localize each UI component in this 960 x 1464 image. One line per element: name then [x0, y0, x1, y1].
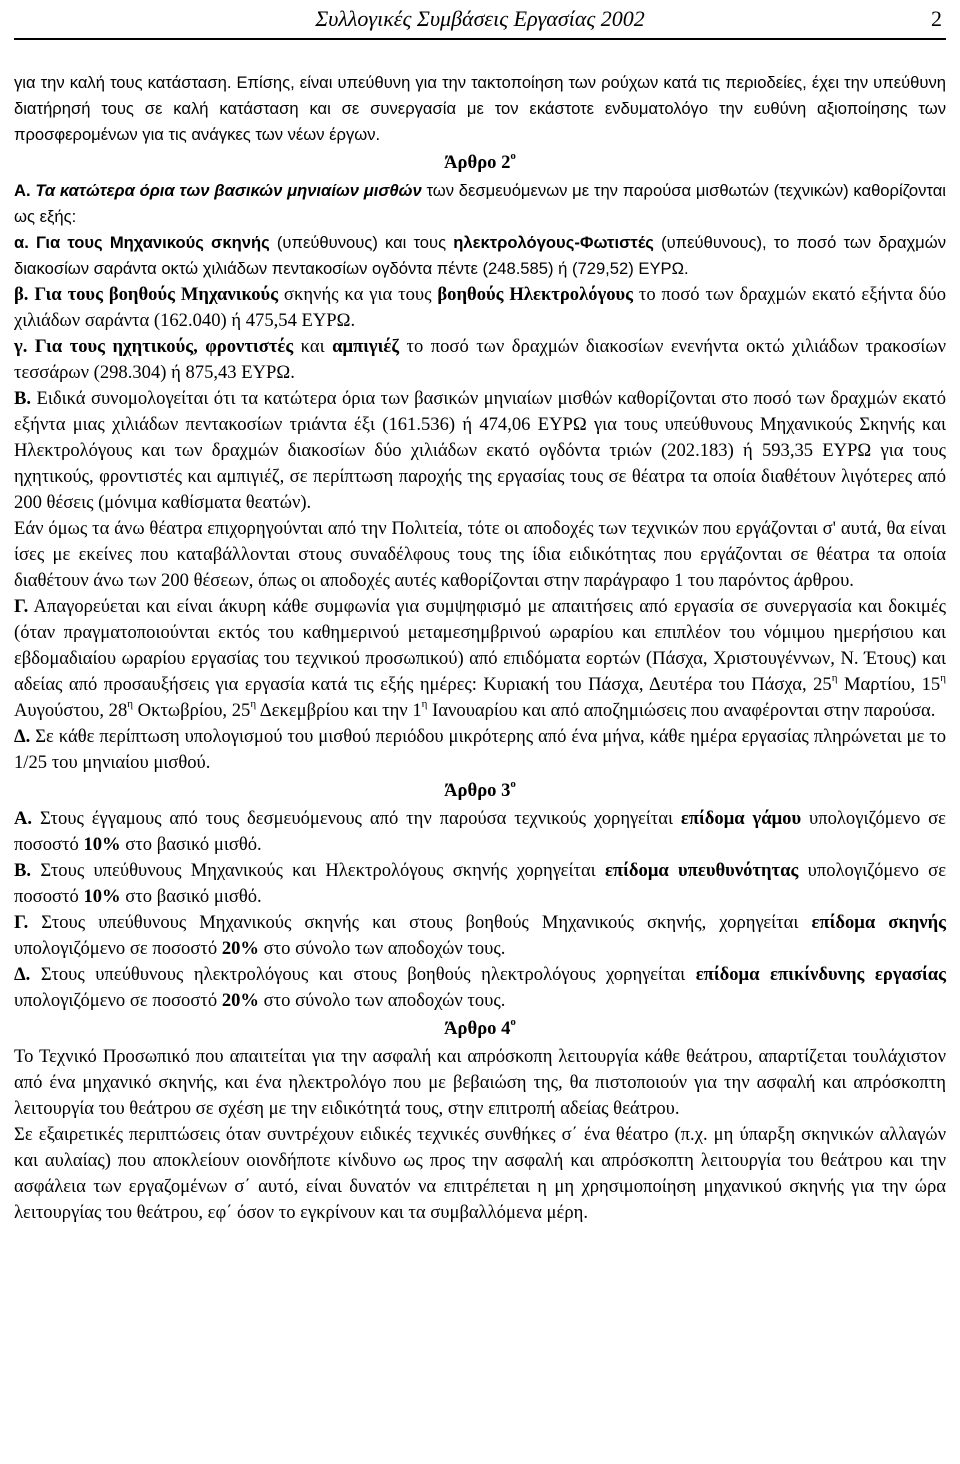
document-body: [14, 70, 946, 1226]
article-2-item-beta: β. Για τους βοηθούς Μηχανικούς σκηνής κα για τους βοηθούς Ηλεκτρολόγους το ποσό των δραχμών εκατό εξήντα δύο χιλιάδων σαράντα (162.040) ή 475,54 ΕΥΡΩ.: [14, 284, 946, 331]
article-2-section-b: Β. Ειδικά συνομολογείται ότι τα κατώτερα όρια των βασικών μηνιαίων μισθών καθορίζονται στο ποσό των δραχμών εκατό εξήντα μιας χιλιάδων πεντακοσίων τριάντα έξι (161.536) ή 474,06 ΕΥΡΩ για τους υπεύθυνους Μηχανικούς Σκηνής και Ηλεκτρολόγους και των δραχμών διακοσίων δύο χιλιάδων εκατό ογδόντα τριών (202.183) ή 593,35 ΕΥΡΩ για τους ηχητικούς, φροντιστές και αμπιγιέζ, σε περίπτωση παροχής της εργασίας τους σε θέατρα τα οποία διαθέτουν λιγότερες από 200 θέσεις (μόνιμα καθίσματα θεατών).: [14, 388, 946, 513]
article-4-heading: Άρθρο $4^o$: [444, 1015, 516, 1039]
article-3-section-d: Δ. Στους υπεύθυνους ηλεκτρολόγους και στους βοηθούς ηλεκτρολόγους χορηγείται επίδομα επικίνδυνης εργασίας υπολογιζόμενο σε ποσοστό 20% στο σύνολο των αποδοχών τους.: [14, 964, 946, 1011]
intro-paragraph: για την καλή τους κατάσταση. Επίσης, είναι υπεύθυνη για την τακτοποίηση των ρούχων κατά τις περιοδείες, έχει την υπεύθυνη διατήρησή τους σε καλή κατάσταση και σε συνεργασία με τον εκάστοτε ενδυματολόγο την ευθύνη αξιοποίησης των προσφερομένων για τις ανάγκες των νέων έργων.: [14, 73, 946, 144]
article-3-heading: Άρθρο $3^o$: [444, 777, 516, 801]
article-2-section-g: Γ. Απαγορεύεται και είναι άκυρη κάθε συμφωνία για συμψηφισμό με απαιτήσεις από εργασία σε συνεργασία και δοκιμές (όταν πραγματοποιούνται εκτός του καθημερινού μεταμεσημβρινού ωραρίου και επιπλέον του νόμιμου ημερήσιου και εβδομαδιαίου ωραρίου εργασίας του τεχνικού προσωπικού) από επιδόματα εορτών (Πάσχα, Χριστουγέννων, Ν. Έτους) και αδείας από προσαυξήσεις για εργασία κατά τις εξής ημέρες: Κυριακή του Πάσχα, Δευτέρα του Πάσχα, $25^\eta$ Μαρτίου, $15^\eta$ Αυγούστου, $28^\eta$ Οκτωβρίου, $25^\eta$ Δεκεμβρίου και την $1^\eta$ Ιανουαρίου και από αποζημιώσεις που αναφέρονται στην παρούσα.: [14, 596, 946, 721]
article-4-paragraph-1: Το Τεχνικό Προσωπικό που απαιτείται για την ασφαλή και απρόσκοπη λειτουργία κάθε θεάτρου, απαρτίζεται τουλάχιστον από ένα μηχανικό σκηνής, και ένα ηλεκτρολόγο που με βεβαιώση της, θα πιστοποιούν για την ασφαλή και απρόσκοπτη λειτουργία του θεάτρου σε σχέση με την ειδικότητά τους, στην επιτροπή αδείας θεάτρου.: [14, 1046, 946, 1119]
article-2-section-b-extra: Εάν όμως τα άνω θέατρα επιχορηγούνται από την Πολιτεία, τότε οι αποδοχές των τεχνικών που εργάζονται σ' αυτά, θα είναι ίσες με εκείνες που καταβάλλονται στους συναδέλφους τους της ίδια ειδικότητας που εργάζονται σε θέατρα τα οποία διαθέτουν άνω των 200 θέσεων, όπως οι αποδοχές αυτές καθορίζονται στην παράγραφο 1 του παρόντος άρθρου.: [14, 518, 946, 591]
article-4-paragraph-2: Σε εξαιρετικές περιπτώσεις όταν συντρέχουν ειδικές τεχνικές συνθήκες σ΄ ένα θέατρο (π.χ. μη ύπαρξη σκηνικών αλλαγών και αυλαίας) που αποκλείουν οιονδήποτε κίνδυνο ως προς την ασφαλή και απρόσκοπτη λειτουργία του θεάτρου και την ασφάλεια των εργαζομένων σ΄ αυτό, είναι δυνατόν να επιτρέπεται η μη χρησιμοποίηση μηχανικού σκηνής για την ώρα λειτουργίας του θεάτρου, εφ΄ όσον το εγκρίνουν και τα συμβαλλόμενα μέρη.: [14, 1124, 946, 1223]
page-header: [14, 4, 946, 40]
article-3-section-b: Β. Στους υπεύθυνους Μηχανικούς και Ηλεκτρολόγους σκηνής χορηγείται επίδομα υπευθυνότητας υπολογιζόμενο σε ποσοστό 10% στο βασικό μισθό.: [14, 860, 946, 907]
article-2-heading: Άρθρο $2^o$: [444, 149, 516, 173]
article-2-item-gamma: γ. Για τους ηχητικούς, φροντιστές και αμπιγιέζ το ποσό των δραχμών διακοσίων ενενήντα οκτώ χιλιάδων τρακοσίων τεσσάρων (298.304) ή 875,43 ΕΥΡΩ.: [14, 336, 946, 383]
document-title: Συλλογικές Συμβάσεις Εργασίας 2002: [315, 6, 645, 31]
article-2-item-alpha: α. Για τους Μηχανικούς σκηνής (υπεύθυνους) και τους ηλεκτρολόγους-Φωτιστές (υπεύθυνους), το ποσό των δραχμών διακοσίων σαράντα οκτώ χιλιάδων πεντακοσίων ογδόντα πέντε (248.585) ή (729,52) ΕΥΡΩ.: [14, 233, 946, 278]
article-2-section-d: Δ. Σε κάθε περίπτωση υπολογισμού του μισθού περιόδου μικρότερης από ένα μήνα, κάθε ημέρα εργασίας πληρώνεται με το 1/25 του μηνιαίου μισθού.: [14, 726, 946, 773]
page-number: 2: [931, 6, 942, 31]
article-3-section-a: Α. Στους έγγαμους από τους δεσμευόμενους από την παρούσα τεχνικούς χορηγείται επίδομα γάμου υπολογιζόμενο σε ποσοστό 10% στο βασικό μισθό.: [14, 808, 946, 855]
article-2-section-a: Α. Τα κατώτερα όρια των βασικών μηνιαίων μισθών των δεσμευόμενων με την παρούσα μισθωτών (τεχνικών) καθορίζονται ως εξής:: [14, 181, 946, 226]
article-3-section-g: Γ. Στους υπεύθυνους Μηχανικούς σκηνής και στους βοηθούς Μηχανικούς σκηνής, χορηγείται επίδομα σκηνής υπολογιζόμενο σε ποσοστό 20% στο σύνολο των αποδοχών τους.: [14, 912, 946, 959]
